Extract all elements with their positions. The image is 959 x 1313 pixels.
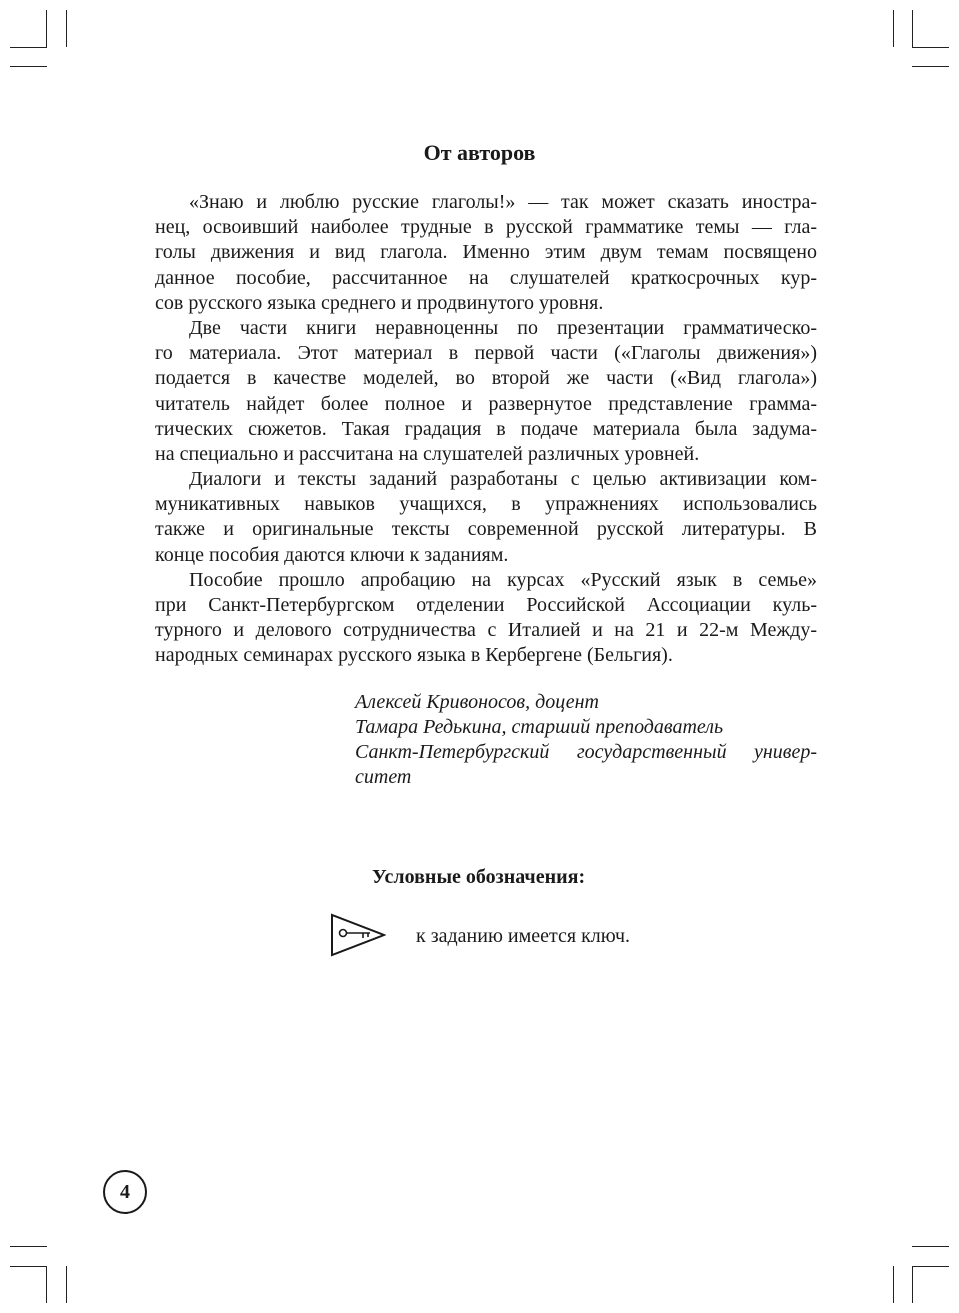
crop-mark — [912, 66, 949, 67]
crop-mark — [893, 10, 894, 47]
key-in-triangle-icon — [330, 913, 386, 957]
crop-mark — [66, 1266, 67, 1303]
crop-mark — [46, 1266, 47, 1303]
crop-mark — [10, 47, 47, 48]
crop-mark — [46, 10, 47, 47]
text-line: подается в качестве моделей, во второй же части («Вид глагола») — [155, 367, 817, 390]
text-line: Пособие прошло апробацию на курсах «Русский язык в семье» — [189, 568, 817, 591]
text-line: народных семинарах русского языка в Кербергене (Бельгия). — [155, 644, 673, 667]
text-line: турного и делового сотрудничества с Италией и на 21 и 22-м Между- — [155, 619, 817, 642]
crop-mark — [893, 1266, 894, 1303]
text-line: «Знаю и люблю русские глаголы!» — так может сказать иностра- — [189, 191, 817, 213]
text-line: го материала. Этот материал в первой части («Глаголы движения») — [155, 342, 817, 365]
text-line: при Санкт-Петербургском отделении Российской Ассоциации куль- — [155, 594, 817, 616]
signature-line: Санкт-Петербургский государственный универ- — [355, 741, 817, 763]
legend-description: к заданию имеется ключ. — [416, 925, 631, 947]
text-line: Диалоги и тексты заданий разработаны с целью активизации ком- — [189, 468, 817, 491]
text-line: тических сюжетов. Такая градация в подаче материала была задума- — [155, 417, 817, 440]
authors-signature — [355, 690, 817, 790]
crop-mark — [912, 47, 949, 48]
crop-mark — [10, 66, 47, 67]
text-line: нец, освоивший наиболее трудные в русской грамматике темы — гла- — [155, 216, 817, 239]
text-line: конце пособия даются ключи к заданиям. — [155, 543, 509, 566]
crop-mark — [66, 10, 67, 47]
text-line: муникативных навыков учащихся, в упражнениях использовались — [155, 493, 817, 516]
text-line: на специально и рассчитана на слушателей различных уровней. — [155, 442, 700, 465]
text-line: читатель найдет более полное и развернутое представление грамма- — [155, 392, 817, 415]
page-title: От авторов — [423, 140, 536, 165]
text-line: сов русского языка среднего и продвинутого уровня. — [155, 291, 604, 314]
signature-line: Алексей Кривоносов, доцент — [355, 691, 599, 713]
text-line: голы движения и вид глагола. Именно этим двум темам посвящено — [155, 241, 817, 264]
crop-mark — [10, 1246, 47, 1247]
signature-line: Тамара Редькина, старший преподаватель — [355, 716, 724, 738]
legend-title: Условные обозначения: — [372, 866, 586, 888]
crop-mark — [10, 1266, 47, 1267]
crop-mark — [912, 1266, 949, 1267]
text-line: также и оригинальные тексты современной русской литературы. В — [155, 518, 817, 541]
page-number: 4 — [103, 1170, 147, 1214]
text-line: Две части книги неравноценны по презентации грамматическо- — [189, 316, 817, 339]
signature-line: ситет — [355, 766, 412, 788]
crop-mark — [912, 1246, 949, 1247]
crop-mark — [912, 1266, 913, 1303]
crop-mark — [912, 10, 913, 47]
preface-body — [155, 190, 817, 669]
text-line: данное пособие, рассчитанное на слушателей краткосрочных кур- — [155, 266, 817, 289]
